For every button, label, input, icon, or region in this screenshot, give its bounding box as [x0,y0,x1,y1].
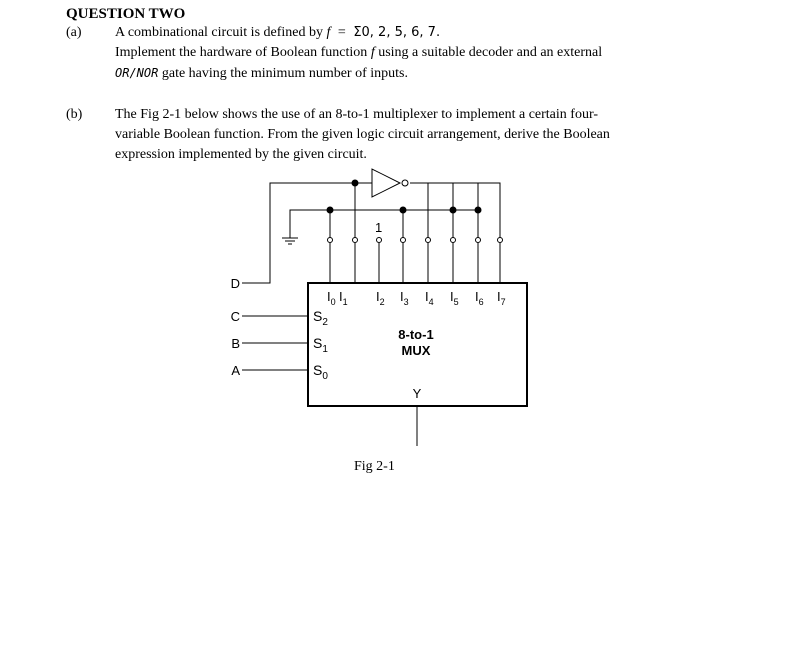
mux-title-line-2: MUX [401,343,431,358]
pin-stubs [330,243,500,283]
select-label-s2: $S_2$ [313,308,328,328]
inverter-icon [372,169,408,197]
part-b-line-1: The Fig 2-1 below shows the use of an 8-to-1 multiplexer to implement a certain four- [115,107,598,122]
select-labels [313,308,328,382]
ground-icon [282,238,298,244]
part-b-line-3: expression implemented by the given circuit. [115,147,367,162]
external-input-labels [231,276,241,378]
question-heading: QUESTION TWO [66,6,186,22]
input-d-label: D [230,276,240,291]
constant-one-label: 1 [375,220,383,235]
input-label-i3: $I_3$ [400,289,409,307]
select-label-s1: $S_1$ [313,335,328,355]
input-label-i0: $I_0$ [327,289,336,307]
part-a-label: (a) [66,25,82,40]
input-label-i7: $I_7$ [497,289,506,307]
part-a-line-3-text: gate having the minimum number of inputs. [161,66,408,81]
wire-d [242,183,372,283]
part-b-line-2: variable Boolean function. From the given logic circuit arrangement, derive the Boolean [115,127,610,142]
input-label-i1: $I_1$ [339,289,348,307]
part-a-line-2-prefix: Implement the hardware of Boolean function [115,45,368,60]
input-c-label: C [230,309,240,324]
mux-title-line-1: 8-to-1 [398,327,434,342]
input-label-i4: $I_4$ [425,289,434,307]
input-b-label: B [231,336,240,351]
part-a-line-1-text: A combinational circuit is defined by [115,25,324,40]
data-input-labels [327,289,506,307]
input-label-i5: $I_5$ [450,289,459,307]
pin-circles [328,238,503,243]
figure-caption: Fig 2-1 [354,459,395,474]
minterm-list: Σ0, 2, 5, 6, 7. [353,25,441,40]
input-a-label: A [231,363,240,378]
part-a-line-2-suffix: using a suitable decoder and an external [378,45,603,60]
equals-sign: = [337,25,346,40]
output-label-y: Y [412,386,422,401]
wire-ground-bus [290,210,355,238]
input-label-i2: $I_2$ [376,289,385,307]
input-label-i6: $I_6$ [475,289,484,307]
select-label-s0: $S_0$ [313,362,328,382]
part-b-label: (b) [66,107,83,122]
function-f-symbol-2: f [370,45,375,60]
gate-name: OR/NOR [115,66,159,80]
function-f-symbol: f [326,25,331,40]
